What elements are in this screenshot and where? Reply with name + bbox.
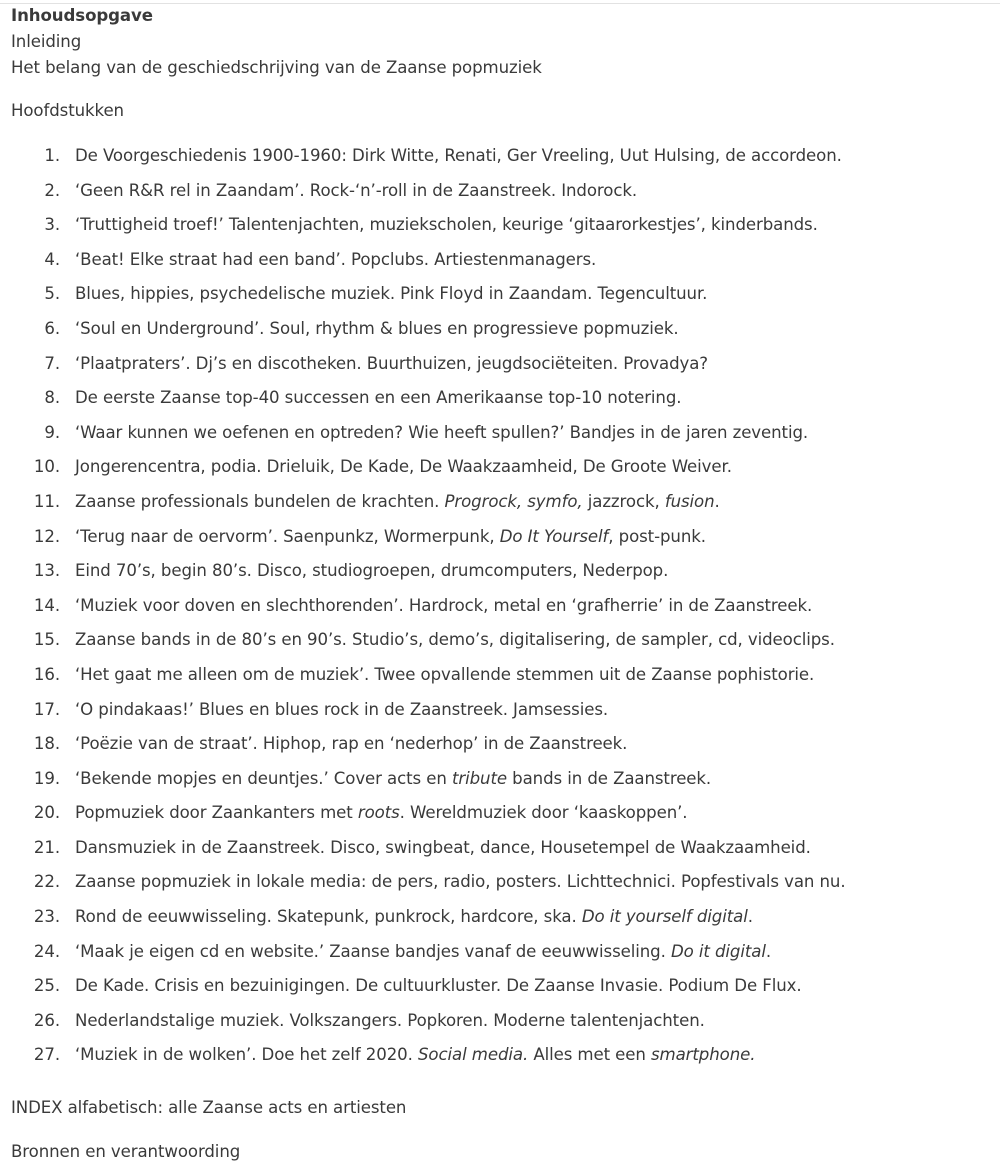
chapter-title-text: .: [714, 491, 720, 511]
chapter-title-text: ‘Maak je eigen cd en website.’ Zaanse bandjes vanaf de eeuwwisseling.: [75, 941, 671, 961]
chapter-title: [75, 282, 707, 306]
chapter-title: [75, 628, 835, 652]
chapter-title: [75, 1009, 705, 1033]
chapter-title: [75, 767, 711, 791]
chapter-number: 6.: [44, 318, 60, 338]
chapter-title: [75, 663, 814, 687]
chapter-title-text: bands in de Zaanstreek.: [507, 768, 712, 788]
chapter-title-italic: Social media.: [418, 1045, 529, 1065]
chapter-title: [75, 248, 596, 272]
chapter-number: 12.: [33, 526, 60, 546]
chapter-title-text: Jongerencentra, podia. Drieluik, De Kade, De Waakzaamheid, De Groote Weiver.: [75, 457, 732, 477]
chapter-title-text: De Voorgeschiedenis 1900-1960: Dirk Witte, Renati, Ger Vreeling, Uut Hulsing, de accordeon.: [75, 146, 842, 165]
chapter-title-text: Zaanse popmuziek in lokale media: de pers, radio, posters. Lichttechnici. Popfestivals van nu.: [75, 872, 846, 892]
chapter-title: [75, 870, 846, 894]
chapter-number: 7.: [44, 353, 60, 373]
chapter-title-text: .: [765, 941, 772, 961]
page-title: Inhoudsopgave: [11, 6, 153, 25]
chapter-number: 4.: [44, 249, 60, 269]
subtitle: Het belang van de geschiedschrijving van de Zaanse popmuziek: [11, 58, 542, 77]
chapter-number: 2.: [44, 180, 60, 200]
chapter-title: [75, 940, 771, 964]
chapter-number: 15.: [33, 630, 60, 650]
chapter-title: [75, 594, 812, 618]
chapter-title-text: Rond de eeuwwisseling. Skatepunk, punkrock, hardcore, ska.: [75, 907, 582, 927]
chapter-title-text: ‘Terug naar de oervorm’. Saenpunkz, Wormerpunk,: [75, 526, 500, 546]
chapter-title-italic: Do it digital: [670, 941, 766, 961]
chapter-title-text: ‘Geen R&R rel in Zaandam’. Rock-‘n’-roll in de Zaanstreek. Indorock.: [75, 180, 638, 200]
chapter-title-italic: Do it yourself digital: [581, 907, 748, 927]
chapter-title-text: , post-punk.: [608, 526, 706, 546]
chapter-number: 9.: [44, 422, 60, 442]
chapter-title: [75, 1043, 755, 1067]
chapter-number: 11.: [33, 491, 60, 511]
chapter-number: 26.: [33, 1010, 60, 1030]
chapter-number: 5.: [44, 284, 60, 304]
chapter-title: [75, 525, 706, 549]
chapter-number: 25.: [33, 976, 60, 996]
chapter-title-text: Popmuziek door Zaankanters met: [75, 803, 358, 823]
chapter-title-text: ‘Bekende mopjes en deuntjes.’ Cover acts en: [75, 768, 452, 788]
chapter-title: [75, 836, 811, 860]
chapter-title-italic: Do It Yourself: [499, 526, 609, 546]
chapter-title: [75, 455, 732, 479]
chapter-title-text: Dansmuziek in de Zaanstreek. Disco, swingbeat, dance, Housetempel de Waakzaamheid.: [75, 837, 811, 857]
chapter-number: 16.: [33, 664, 60, 684]
chapter-number: 21.: [33, 837, 60, 857]
chapter-number: 10.: [33, 457, 60, 477]
chapter-title-text: Blues, hippies, psychedelische muziek. Pink Floyd in Zaandam. Tegencultuur.: [75, 284, 708, 304]
chapter-number: 17.: [33, 699, 60, 719]
chapter-title-text: Eind 70’s, begin 80’s. Disco, studiogroepen, drumcomputers, Nederpop.: [75, 561, 669, 581]
chapter-number: 20.: [33, 803, 60, 823]
chapter-title-text: De eerste Zaanse top-40 successen en een Amerikaanse top-10 notering.: [75, 388, 682, 408]
chapter-title-text: De Kade. Crisis en bezuinigingen. De cultuurkluster. De Zaanse Invasie. Podium De Flux.: [75, 976, 802, 996]
top-divider: [0, 3, 1000, 4]
chapter-title: [75, 386, 681, 410]
chapter-title-text: ‘Muziek voor doven en slechthorenden’. Hardrock, metal en ‘grafherrie’ in de Zaanstreek.: [75, 595, 813, 615]
chapter-title-italic: smartphone.: [650, 1045, 756, 1065]
chapter-title: [75, 732, 627, 756]
chapter-title: [75, 801, 687, 825]
chapter-title: [75, 490, 720, 514]
chapters-heading: Hoofdstukken: [11, 101, 124, 120]
chapter-title: [75, 698, 608, 722]
chapter-title: [75, 974, 802, 998]
chapter-number: 1.: [44, 146, 60, 165]
chapter-title-text: Alles met een: [528, 1045, 651, 1065]
chapter-title-italic: Progrock, symfo,: [444, 491, 583, 511]
chapter-title-italic: tribute: [451, 768, 507, 788]
intro-link: Inleiding: [11, 32, 82, 51]
chapter-title: [75, 905, 753, 929]
chapter-title-text: ‘Soul en Underground’. Soul, rhythm & blues en progressieve popmuziek.: [75, 318, 679, 338]
chapter-title-text: ‘Plaatpraters’. Dj’s en discotheken. Buurthuizen, jeugdsociëteiten. Provadya?: [75, 353, 709, 373]
chapter-number: 14.: [33, 595, 60, 615]
chapter-number: 18.: [33, 734, 60, 754]
chapter-title-italic: roots: [357, 803, 400, 823]
chapter-number: 8.: [44, 388, 60, 408]
chapter-title: [75, 352, 708, 376]
chapter-title-text: Nederlandstalige muziek. Volkszangers. Popkoren. Moderne talentenjachten.: [75, 1010, 705, 1030]
chapter-title-text: . Wereldmuziek door ‘kaaskoppen’.: [399, 803, 688, 823]
chapter-title-text: Zaanse professionals bundelen de krachten.: [75, 491, 445, 511]
chapter-title-text: ‘Truttigheid troef!’ Talentenjachten, muziekscholen, keurige ‘gitaarorkestjes’, kinderbands.: [75, 215, 818, 235]
chapter-title-text: ‘Poëzie van de straat’. Hiphop, rap en ‘nederhop’ in de Zaanstreek.: [75, 734, 628, 754]
chapter-title-italic: fusion: [664, 491, 715, 511]
chapter-number: 13.: [33, 561, 60, 581]
chapter-title-text: ‘Waar kunnen we oefenen en optreden? Wie heeft spullen?’ Bandjes in de jaren zeventig.: [75, 422, 809, 442]
sources-entry: Bronnen en verantwoording: [11, 1142, 241, 1161]
chapter-title-text: jazzrock,: [582, 491, 665, 511]
chapter-title-text: ‘O pindakaas!’ Blues en blues rock in de Zaanstreek. Jamsessies.: [75, 699, 609, 719]
chapter-number: 22.: [33, 872, 60, 892]
chapter-number: 3.: [44, 215, 60, 235]
chapter-title-text: ‘Beat! Elke straat had een band’. Popclubs. Artiestenmanagers.: [75, 249, 597, 269]
chapter-title: [75, 421, 808, 445]
chapter-title-text: ‘Muziek in de wolken’. Doe het zelf 2020.: [75, 1045, 418, 1065]
chapter-number: 23.: [33, 907, 60, 927]
chapter-title-text: .: [747, 907, 753, 927]
chapter-title: [75, 144, 842, 168]
chapter-title: [75, 317, 679, 341]
chapter-title: [75, 179, 637, 203]
chapter-number: 24.: [33, 941, 60, 961]
chapter-title: [75, 213, 818, 237]
chapter-number: 27.: [33, 1045, 60, 1065]
chapter-title: [75, 559, 668, 583]
chapter-title-text: ‘Het gaat me alleen om de muziek’. Twee opvallende stemmen uit de Zaanse pophistorie.: [75, 664, 815, 684]
index-entry: INDEX alfabetisch: alle Zaanse acts en artiesten: [11, 1098, 407, 1117]
chapter-title-text: Zaanse bands in de 80’s en 90’s. Studio’s, demo’s, digitalisering, de sampler, cd, videoclips.: [75, 630, 835, 650]
chapter-number: 19.: [33, 768, 60, 788]
